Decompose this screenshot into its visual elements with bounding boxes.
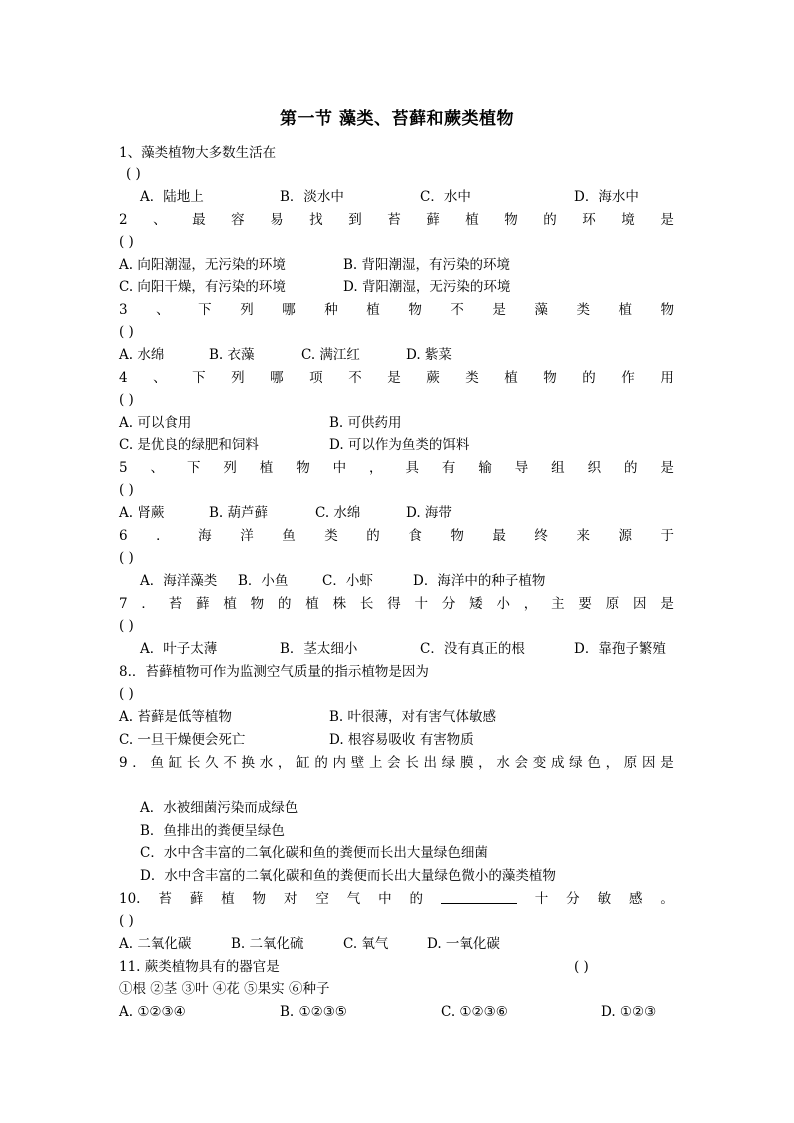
q7-stem-char: 植	[305, 596, 319, 612]
q8-option-a: A. 苔藓是低等植物	[119, 709, 232, 725]
q9-stem-char: 水	[259, 755, 274, 771]
q10-stem-post-char: 。	[660, 891, 674, 907]
q5-stem	[119, 458, 674, 478]
q11-option-c: C. ①②③⑥	[441, 1004, 508, 1020]
q2-stem	[119, 210, 674, 230]
q9-stem-char: 水	[496, 755, 510, 771]
q10-option-c: C. 氧气	[343, 936, 389, 952]
q9-stem-char: 成	[550, 755, 565, 771]
q9-stem-char: ，	[605, 755, 620, 771]
q10-stem-post-char: 十	[534, 891, 549, 907]
q9-stem-char: 壁	[350, 755, 365, 771]
q9-stem-char: 原	[623, 755, 638, 771]
q10-stem-pre-char: 对	[283, 891, 298, 907]
q3-stem-char: 藻	[534, 302, 548, 318]
q4-stem-char: 植	[504, 370, 518, 386]
q3-stem-char: 物	[408, 302, 422, 318]
q6-stem-char: 终	[534, 528, 548, 544]
q4-stem-char: 物	[543, 370, 557, 386]
q2-stem-char: 植	[465, 212, 479, 228]
q9-stem-char: 绿	[441, 755, 456, 771]
q6-option-b: B．小鱼	[238, 573, 289, 589]
q2-stem-char: 的	[543, 212, 557, 228]
q3-option-a: A. 水绵	[119, 347, 165, 363]
q3-answer-paren: ( )	[119, 324, 134, 340]
q7-options	[140, 639, 674, 659]
q8-options-row1	[119, 707, 674, 727]
q6-option-a: A．海洋藻类	[140, 573, 218, 589]
q5-option-c: C. 水绵	[315, 505, 361, 521]
q6-stem-char: 洋	[240, 528, 254, 544]
q7-stem-char: 矮	[469, 596, 483, 612]
q9-stem-char: 绿	[569, 755, 583, 771]
q5-stem-char: 具	[405, 460, 419, 476]
q3-stem	[119, 300, 674, 320]
q11-answer-paren: ( )	[574, 959, 589, 975]
q3-option-d: D. 紫菜	[406, 347, 452, 363]
q5-stem-char: 导	[514, 460, 529, 476]
q4-stem-char: 是	[387, 370, 401, 386]
q11-option-d: D. ①②③	[601, 1004, 657, 1020]
q5-option-b: B. 葫芦藓	[209, 505, 269, 521]
q7-stem-char: 得	[387, 596, 401, 612]
q2-options-row1	[119, 255, 674, 275]
q7-stem-char: 植	[223, 596, 237, 612]
q2-stem-char: 2	[119, 212, 128, 228]
q8-options-row2	[119, 730, 674, 750]
q2-stem-char: 是	[660, 212, 674, 228]
q4-stem	[119, 368, 674, 388]
q6-stem-char: 食	[408, 528, 422, 544]
q3-option-c: C. 满江红	[301, 347, 360, 363]
q7-stem-char: 株	[332, 596, 347, 612]
q5-options	[119, 503, 674, 523]
q9-stem-char: 上	[368, 755, 383, 771]
q5-stem-char: 输	[478, 460, 492, 476]
q5-stem-char: 列	[223, 460, 237, 476]
q9-stem-char: 久	[205, 755, 219, 771]
q1-option-b: B．淡水中	[280, 189, 344, 205]
q2-stem-char: 易	[270, 212, 284, 228]
q8-option-d: D. 根容易吸收 有害物质	[329, 732, 474, 748]
q6-options	[140, 571, 674, 591]
q2-option-b: B. 背阳潮湿，有污染的环境	[343, 257, 511, 273]
q9-stem-char: 变	[532, 755, 547, 771]
q9-stem-char: 膜	[459, 755, 474, 771]
q5-stem-char: 物	[296, 460, 310, 476]
q10-option-b: B. 二氧化硫	[231, 936, 304, 952]
q10-stem-pre-char: 中	[378, 891, 392, 907]
q9-stem	[119, 753, 674, 773]
q9-stem-char: 会	[387, 755, 401, 771]
q6-stem-char: 6	[119, 528, 128, 544]
q7-stem-char: 长	[359, 596, 374, 612]
q4-stem-char: 项	[309, 370, 323, 386]
q3-stem-char: 植	[618, 302, 632, 318]
q10-stem-post-char: 敏	[597, 891, 612, 907]
q10-stem-pre-char: 气	[346, 891, 361, 907]
q3-stem-char: 类	[576, 302, 590, 318]
q10-stem	[119, 889, 674, 909]
q10-stem-post-char: 分	[566, 891, 580, 907]
q9-stem-char: 缸	[296, 755, 310, 771]
q4-stem-char: 不	[348, 370, 362, 386]
q5-answer-paren: ( )	[119, 482, 134, 498]
q4-options-row2	[119, 435, 674, 455]
q7-answer-paren: ( )	[119, 618, 134, 634]
q9-stem-char: ，	[478, 755, 492, 771]
q5-stem-char: 有	[441, 460, 456, 476]
q2-stem-char: 到	[348, 212, 362, 228]
q4-stem-char: 作	[621, 370, 635, 386]
q8-option-b: B. 叶很薄，对有害气体敏感	[329, 709, 497, 725]
q2-stem-char: 境	[621, 212, 635, 228]
q4-option-d: D. 可以作为鱼类的饵料	[329, 437, 470, 453]
q7-stem-char: 因	[633, 596, 647, 612]
q10-stem-pre-char: 物	[252, 891, 267, 907]
q10-answer-paren: ( )	[119, 913, 134, 929]
q10-stem-pre-char: 植	[221, 891, 235, 907]
q2-stem-char: 容	[231, 212, 245, 228]
q6-stem-char: 于	[660, 528, 674, 544]
q8-stem: 8.．苔藓植物可作为监测空气质量的指示植物是因为	[119, 664, 429, 680]
q6-answer-paren: ( )	[119, 550, 134, 566]
q1-options	[140, 187, 674, 207]
q4-stem-char: 用	[660, 370, 674, 386]
q2-stem-char: 环	[582, 212, 596, 228]
q6-stem-char: 物	[450, 528, 464, 544]
q11-options	[119, 1002, 674, 1022]
q4-option-b: B. 可供药用	[329, 415, 402, 431]
q5-stem-char: 植	[259, 460, 274, 476]
q9-stem-char: 色	[587, 755, 601, 771]
q3-stem-char: 不	[450, 302, 464, 318]
q7-option-c: C．没有真正的根	[420, 641, 525, 657]
q2-stem-char: 藓	[426, 212, 440, 228]
q6-stem-char: 的	[366, 528, 380, 544]
q2-option-a: A. 向阳潮湿，无污染的环境	[119, 257, 286, 273]
q9-stem-char: 内	[332, 755, 347, 771]
q7-option-b: B．茎太细小	[280, 641, 358, 657]
q6-stem-char: 鱼	[282, 528, 296, 544]
q7-stem-char: 的	[277, 596, 292, 612]
q11-option-b: B. ①②③⑤	[280, 1004, 347, 1020]
q7-stem-char: 主	[551, 596, 565, 612]
q2-stem-char: 物	[504, 212, 518, 228]
q9-stem-char: 换	[241, 755, 256, 771]
q9-stem-char: 不	[223, 755, 237, 771]
q9-stem-char: 会	[514, 755, 529, 771]
page-title: 第一节 藻类、苔藓和蕨类植物	[280, 109, 514, 129]
q4-stem-char: 列	[231, 370, 245, 386]
q10-stem-pre-char: 的	[409, 891, 423, 907]
q9-stem-char: 是	[660, 755, 674, 771]
q1-option-d: D．海水中	[574, 189, 639, 205]
q9-stem-char: 长	[405, 755, 419, 771]
q2-option-c: C. 向阳干燥，有污染的环境	[119, 279, 286, 295]
q6-option-d: D．海洋中的种子植物	[413, 573, 546, 589]
q4-stem-char: 蕨	[426, 370, 440, 386]
q5-stem-char: 织	[587, 460, 602, 476]
q7-stem-char: 小	[496, 596, 510, 612]
q7-stem-char: 分	[441, 596, 456, 612]
q6-stem-char: 海	[198, 528, 212, 544]
q4-stem-char: 类	[465, 370, 479, 386]
q7-option-a: A．叶子太薄	[140, 641, 218, 657]
q3-stem-char: 植	[366, 302, 380, 318]
q3-stem-char: 是	[492, 302, 506, 318]
q10-options	[119, 934, 674, 954]
q9-option-d: D．水中含丰富的二氧化碳和鱼的粪便而长出大量绿色微小的藻类植物	[140, 868, 556, 884]
q8-answer-paren: ( )	[119, 686, 134, 702]
q5-stem-char: ，	[369, 460, 383, 476]
q7-stem-char: 藓	[196, 596, 210, 612]
q7-stem-char: 是	[660, 596, 674, 612]
q3-option-b: B. 衣藻	[209, 347, 255, 363]
q7-stem-char: 原	[605, 596, 620, 612]
q9-stem-char: ，	[277, 755, 292, 771]
q6-stem	[119, 526, 674, 546]
q5-stem-char: 中	[332, 460, 347, 476]
q4-answer-paren: ( )	[119, 392, 134, 408]
q7-stem-char: 要	[578, 596, 592, 612]
q2-option-d: D. 背阳潮湿，无污染的环境	[343, 279, 511, 295]
q7-stem-char: 苔	[168, 596, 183, 612]
q9-option-a: A．水被细菌污染而成绿色	[140, 800, 299, 816]
q4-stem-char: 的	[582, 370, 596, 386]
q3-stem-char: 物	[660, 302, 674, 318]
q7-option-d: D．靠孢子繁殖	[574, 641, 666, 657]
q3-options	[119, 345, 674, 365]
q3-stem-char: 下	[198, 302, 212, 318]
q7-stem	[119, 594, 674, 614]
q3-stem-char: 种	[324, 302, 338, 318]
q1-option-c: C．水中	[420, 189, 471, 205]
q4-stem-char: 下	[192, 370, 206, 386]
q9-stem-char: 缸	[168, 755, 183, 771]
q3-stem-char: 、	[156, 302, 170, 318]
q2-stem-char: 苔	[387, 212, 401, 228]
q9-option-c: C．水中含丰富的二氧化碳和鱼的粪便而长出大量绿色细菌	[140, 845, 488, 861]
q1-option-a: A．陆地上	[140, 189, 204, 205]
q5-stem-char: 下	[186, 460, 201, 476]
q5-stem-char: 组	[551, 460, 565, 476]
q2-stem-char: 、	[153, 212, 167, 228]
q7-stem-char: 十	[414, 596, 429, 612]
q10-stem-pre-char: 苔	[158, 891, 172, 907]
q4-stem-char: 、	[153, 370, 167, 386]
q11-stem-row	[119, 957, 674, 977]
q9-stem-char: 9	[119, 755, 128, 771]
q9-stem-char: 出	[423, 755, 438, 771]
q5-stem-char: 的	[624, 460, 638, 476]
q10-answer-blank	[441, 889, 517, 904]
q1-answer-paren: ( )	[126, 166, 141, 182]
q9-stem-char: 的	[314, 755, 328, 771]
q5-stem-char: 、	[150, 460, 165, 476]
q3-stem-char: 列	[240, 302, 254, 318]
q4-stem-char: 4	[119, 370, 128, 386]
q6-option-c: C．小虾	[322, 573, 373, 589]
q5-stem-char: 是	[660, 460, 674, 476]
q8-option-c: C. 一旦干燥便会死亡	[119, 732, 246, 748]
q10-number: 10.	[119, 891, 141, 907]
q3-stem-char: 哪	[282, 302, 296, 318]
q10-option-d: D. 一氧化碳	[427, 936, 500, 952]
q7-stem-char: 7	[119, 596, 128, 612]
q6-stem-char: 最	[492, 528, 506, 544]
q6-stem-char: 源	[618, 528, 632, 544]
q5-option-a: A. 肾蕨	[119, 505, 165, 521]
q11-organ-list: ①根 ②茎 ③叶 ④花 ⑤果实 ⑥种子	[119, 981, 330, 997]
q6-stem-char: ．	[156, 528, 170, 544]
q7-stem-char: 物	[250, 596, 265, 612]
q11-stem: 11. 蕨类植物具有的器官是	[119, 959, 280, 975]
q11-option-a: A. ①②③④	[119, 1004, 186, 1020]
q2-stem-char: 找	[309, 212, 323, 228]
q2-answer-paren: ( )	[119, 234, 134, 250]
q4-option-a: A. 可以食用	[119, 415, 192, 431]
q10-stem-pre-char: 空	[315, 891, 329, 907]
q9-stem-char: 鱼	[150, 755, 164, 771]
q7-stem-char: ，	[523, 596, 538, 612]
q9-stem-char: 长	[186, 755, 201, 771]
q2-stem-char: 最	[192, 212, 206, 228]
q10-stem-post-char: 感	[628, 891, 643, 907]
q10-option-a: A. 二氧化碳	[119, 936, 192, 952]
q5-option-d: D. 海带	[406, 505, 452, 521]
q6-stem-char: 来	[576, 528, 590, 544]
q4-option-c: C. 是优良的绿肥和饲料	[119, 437, 259, 453]
q9-stem-char: 因	[641, 755, 656, 771]
q9-option-b: B．鱼排出的粪便呈绿色	[140, 823, 285, 839]
q1-stem: 1、藻类植物大多数生活在	[119, 145, 277, 161]
q6-stem-char: 类	[324, 528, 338, 544]
q2-options-row2	[119, 277, 674, 297]
q4-options-row1	[119, 413, 674, 433]
q10-stem-pre-char: 藓	[189, 891, 204, 907]
q3-stem-char: 3	[119, 302, 128, 318]
q7-stem-char: ．	[141, 596, 155, 612]
q4-stem-char: 哪	[270, 370, 284, 386]
q9-stem-char: ．	[132, 755, 146, 771]
q5-stem-char: 5	[119, 460, 128, 476]
